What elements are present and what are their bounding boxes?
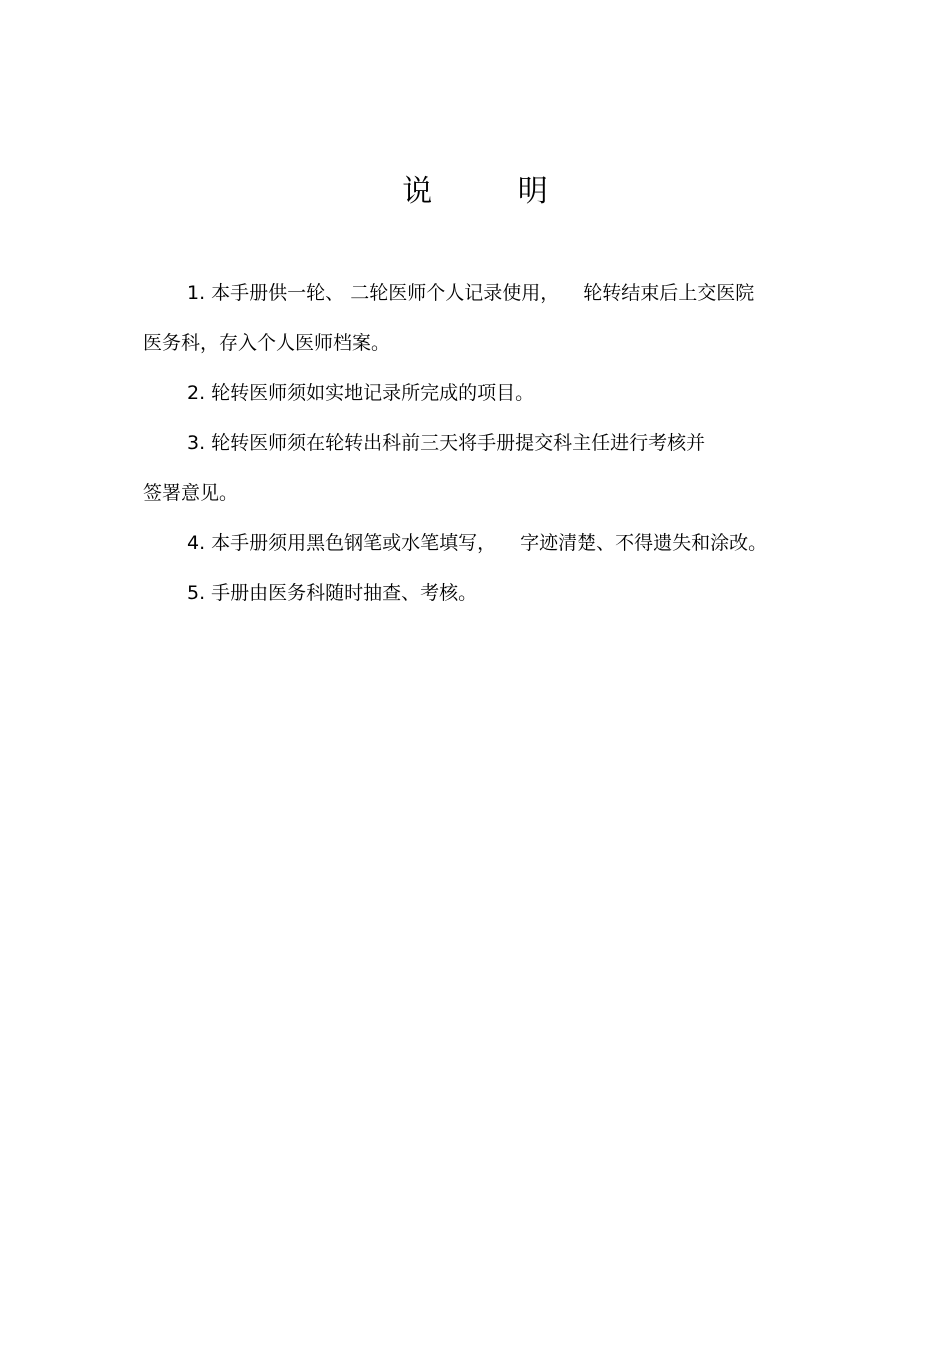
instruction-1-line-2: 医务科，存入个人医师档案。	[143, 332, 391, 354]
instruction-2-line-1: 2. 轮转医师须如实地记录所完成的项目。	[187, 382, 535, 404]
instruction-5-line-1: 5. 手册由医务科随时抽查、考核。	[187, 582, 478, 604]
instruction-item-5	[143, 579, 803, 607]
instruction-item-4	[143, 529, 803, 557]
instructions-list	[143, 279, 803, 607]
page-title: 说 明	[402, 174, 586, 209]
instruction-item-2	[143, 379, 803, 407]
instruction-4-line-1	[143, 529, 803, 557]
instruction-3-line-2: 签署意见。	[143, 482, 239, 504]
instruction-4-text-a: 4. 本手册须用黑色钢笔或水笔填写，	[187, 532, 497, 554]
instruction-1-text-a: 1. 本手册供一轮、 二轮医师个人记录使用，	[187, 282, 560, 304]
instruction-1-line-1	[143, 279, 803, 307]
instruction-item-3	[143, 429, 803, 507]
instruction-1-text-b: 轮转结束后上交医院	[583, 282, 755, 304]
instruction-item-1	[143, 279, 803, 357]
instruction-3-line-1: 3. 轮转医师须在轮转出科前三天将手册提交科主任进行考核并	[187, 432, 706, 454]
instruction-4-text-b: 字迹清楚、不得遗失和涂改。	[520, 532, 768, 554]
